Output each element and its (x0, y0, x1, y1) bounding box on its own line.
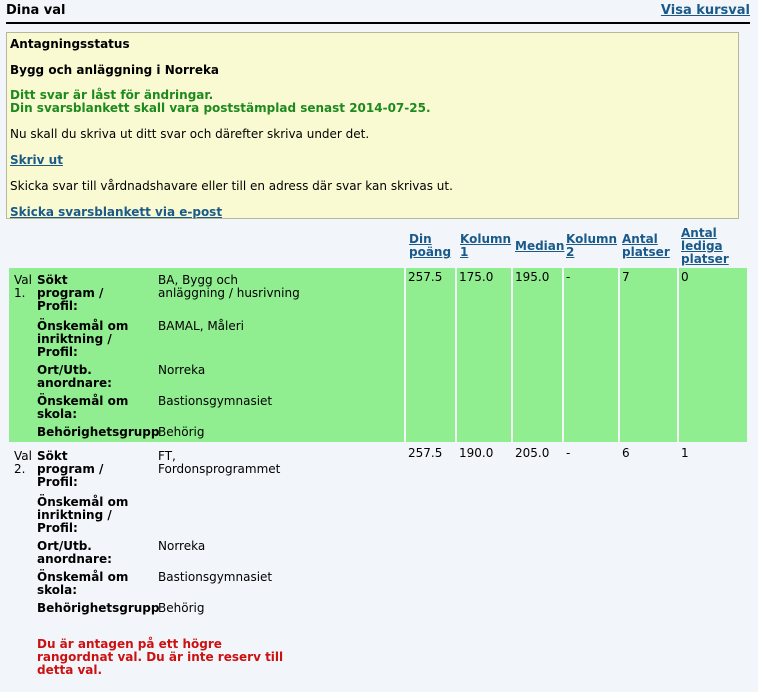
value-antal-lediga: 0 (681, 270, 689, 284)
label-line: Profil: (37, 475, 78, 489)
col-antal-platser-line1: Antal (622, 232, 658, 246)
col-antal-platser[interactable] (622, 233, 670, 259)
value-behorighetsgrupp: Behörig (158, 425, 205, 439)
col-lediga-line1: Antal (681, 226, 717, 240)
visa-kursval-link[interactable]: Visa kursval (660, 3, 750, 18)
label-behorighetsgrupp: Behörighetsgrupp (37, 425, 160, 439)
col-separator (455, 268, 457, 442)
label-sokt-program (37, 274, 103, 313)
label-line: Önskemål om (37, 394, 129, 408)
col-separator (404, 268, 406, 442)
col-din-poang[interactable] (409, 233, 451, 259)
col-kolumn-1[interactable] (460, 233, 511, 259)
page-header (6, 0, 750, 24)
label-line: Profil: (37, 521, 78, 535)
note-line: detta val. (37, 663, 103, 677)
note-line: Du är antagen på ett högre (37, 637, 222, 651)
col-kolumn-1-line1: Kolumn (460, 232, 512, 246)
col-antal-lediga-platser[interactable] (681, 227, 729, 266)
col-din-poang-line1: Din (409, 232, 432, 246)
label-line: Profil: (37, 299, 78, 313)
label-line: Sökt (37, 273, 68, 287)
value-behorighetsgrupp: Behörig (158, 601, 205, 615)
value-din-poang: 257.5 (408, 270, 443, 284)
value-onskemal-skola: Bastionsgymnasiet (158, 570, 273, 584)
val-number: 1. (14, 286, 26, 300)
status-program: Bygg och anläggning i Norreka (10, 63, 220, 77)
label-line: Önskemål om (37, 319, 129, 333)
value-median: 195.0 (515, 270, 550, 284)
col-kolumn-1-line2: 1 (460, 245, 469, 259)
label-line: inriktning / (37, 508, 112, 522)
col-lediga-line2: lediga (681, 239, 723, 253)
print-link[interactable]: Skriv ut (10, 153, 63, 167)
value-line: BA, Bygg och (158, 273, 238, 287)
label-sokt-program (37, 450, 103, 489)
label-line: Önskemål om (37, 495, 129, 509)
value-ort: Norreka (158, 363, 206, 377)
label-line: anordnare: (37, 376, 112, 390)
value-sokt-program (158, 274, 300, 300)
label-onskemal-skola (37, 395, 128, 421)
label-ort (37, 364, 112, 390)
label-line: program / (37, 462, 104, 476)
label-line: Önskemål om (37, 570, 129, 584)
label-behorighetsgrupp: Behörighetsgrupp (37, 601, 160, 615)
email-link[interactable]: Skicka svarsblankett via e-post (10, 205, 223, 219)
value-kolumn-1: 190.0 (459, 446, 494, 460)
label-line: Sökt (37, 449, 68, 463)
label-ort (37, 540, 112, 566)
value-ort: Norreka (158, 539, 206, 553)
note-line: rangordnat val. Du är inte reserv till (37, 650, 284, 664)
value-kolumn-1: 175.0 (459, 270, 494, 284)
locked-message: Ditt svar är låst för ändringar. (10, 88, 214, 102)
value-kolumn-2: - (566, 446, 571, 460)
page-title: Dina val (6, 3, 66, 18)
val-label: Val (14, 273, 32, 287)
value-median: 205.0 (515, 446, 550, 460)
admission-status-box (6, 32, 739, 219)
reserve-note (37, 638, 283, 677)
choice-number (14, 450, 32, 476)
label-line: program / (37, 286, 104, 300)
label-line: Ort/Utb. (37, 363, 92, 377)
col-kolumn-2[interactable] (566, 233, 617, 259)
print-instruction: Nu skall du skriva ut ditt svar och därefter skriva under det. (10, 127, 370, 141)
label-line: Ort/Utb. (37, 539, 92, 553)
value-onskemal-skola: Bastionsgymnasiet (158, 394, 273, 408)
value-din-poang: 257.5 (408, 446, 443, 460)
value-antal-lediga: 1 (681, 446, 689, 460)
col-separator (562, 268, 564, 442)
label-line: anordnare: (37, 552, 112, 566)
label-line: skola: (37, 407, 78, 421)
col-separator (618, 268, 620, 442)
label-line: skola: (37, 583, 78, 597)
val-label: Val (14, 449, 32, 463)
col-kolumn-2-line2: 2 (566, 245, 575, 259)
label-line: inriktning / (37, 332, 112, 346)
send-instruction: Skicka svar till vårdnadshavare eller till en adress där svar kan skrivas ut. (10, 179, 453, 193)
value-kolumn-2: - (566, 270, 571, 284)
value-line: Fordonsprogrammet (158, 462, 281, 476)
label-onskemal-inriktning (37, 320, 128, 359)
col-antal-platser-line2: platser (622, 245, 670, 259)
status-heading: Antagningsstatus (10, 37, 130, 51)
col-separator (677, 268, 679, 442)
label-onskemal-skola (37, 571, 128, 597)
value-sokt-program (158, 450, 280, 476)
deadline-message: Din svarsblankett skall vara poststämplad senast 2014-07-25. (10, 101, 431, 115)
col-lediga-line3: platser (681, 252, 729, 266)
label-onskemal-inriktning (37, 496, 128, 535)
value-onskemal-inriktning: BAMAL, Måleri (158, 319, 245, 333)
results-table-header (0, 227, 758, 267)
value-antal-platser: 7 (622, 270, 630, 284)
choice-number (14, 274, 32, 300)
value-line: anläggning / husrivning (158, 286, 300, 300)
val-number: 2. (14, 462, 26, 476)
value-line: FT, (158, 449, 176, 463)
choice-row-1 (9, 268, 747, 442)
value-antal-platser: 6 (622, 446, 630, 460)
choice-row-2 (9, 444, 747, 684)
col-din-poang-line2: poäng (409, 245, 452, 259)
col-kolumn-2-line1: Kolumn (566, 232, 618, 246)
col-median[interactable]: Median (515, 239, 565, 253)
col-separator (511, 268, 513, 442)
label-line: Profil: (37, 345, 78, 359)
